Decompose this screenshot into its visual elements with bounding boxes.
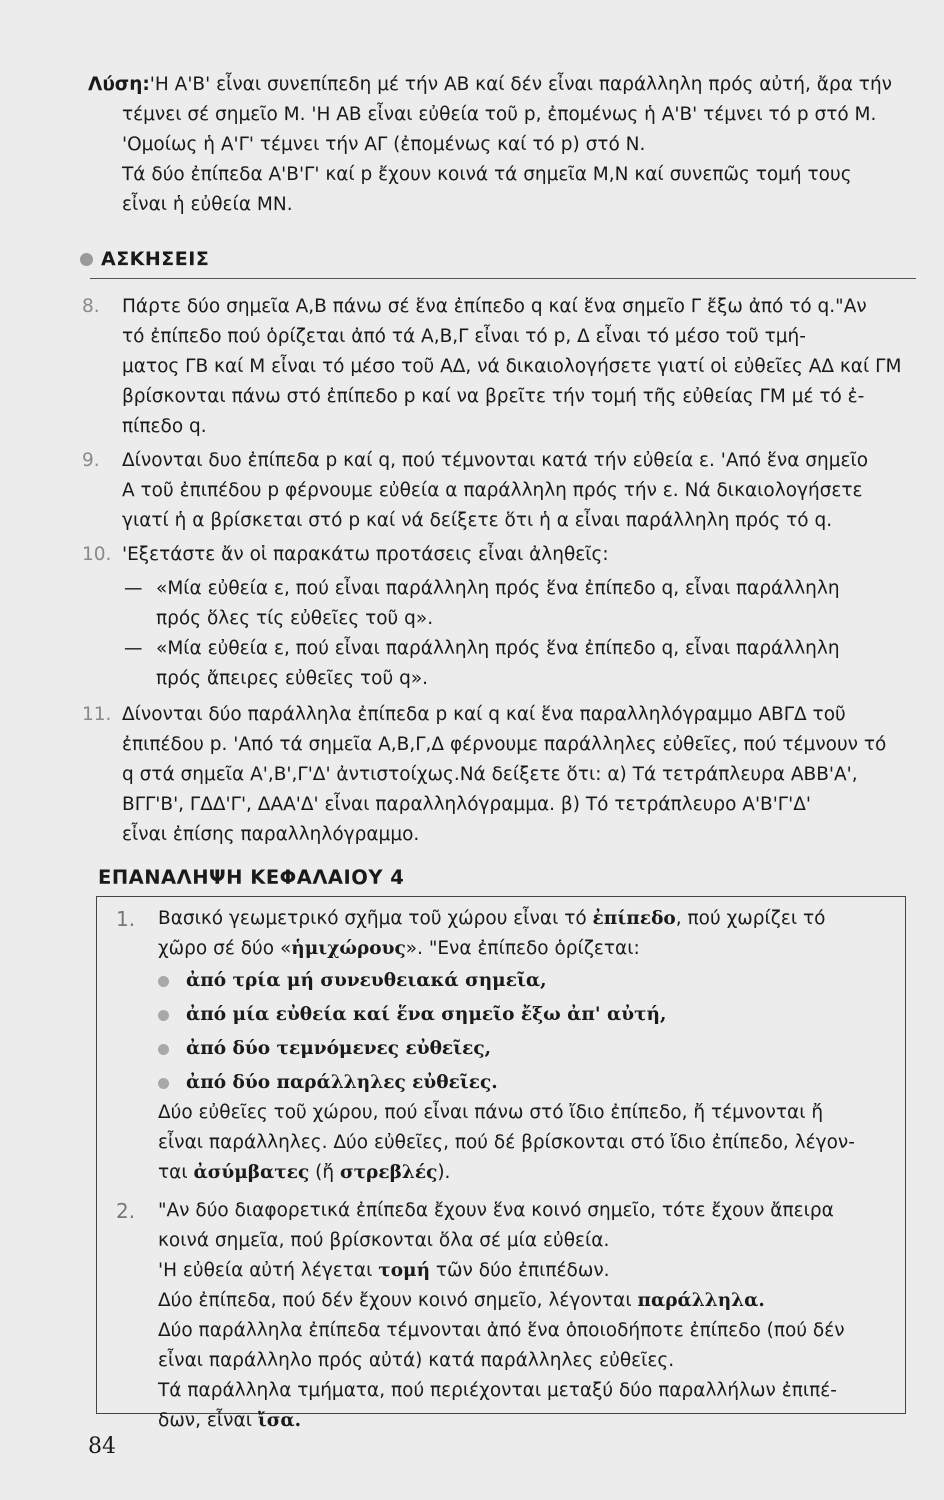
review-number: 1. bbox=[116, 907, 136, 931]
page-number: 84 bbox=[88, 1434, 116, 1459]
bullet-icon bbox=[158, 1044, 169, 1055]
section-divider bbox=[90, 278, 916, 279]
plane-definitions-list bbox=[112, 966, 892, 1098]
bullet-icon bbox=[80, 253, 93, 266]
solution-line: Λύση:'Η Α'Β' εἶναι συνεπίπεδη μέ τήν ΑΒ καί δέν εἶναι παράλληλη πρός αὐτή, ἄρα τήν bbox=[88, 74, 893, 95]
list-item: ἀπό τρία μή συνευθειακά σημεῖα, bbox=[158, 966, 892, 996]
review-title: ΕΠΑΝΑΛΗΨΗ ΚΕΦΑΛΑΙΟΥ 4 bbox=[98, 866, 405, 889]
exercise-number: 10. bbox=[82, 544, 112, 565]
exercise-number: 8. bbox=[82, 296, 100, 317]
review-content bbox=[112, 904, 892, 1436]
review-item-2: 2. "Αν δύο διαφορετικά ἐπίπεδα ἔχουν ἕνα κοινό σημεῖο, τότε ἔχουν ἄπειρα κοινά σημεῖα, πού βρίσκονται ὅλα σέ μία εὐθεία. 'Η εὐθεία αὐτή λέγεται τομή τῶν δύο ἐπιπέδων. Δύο ἐπίπεδα, πού δέν ἔχουν κοινό σημεῖο, λέγονται παράλληλα. Δύο παράλληλα ἐπίπεδα τέμνονται ἀπό ἕνα ὁποιοδήποτε ἐπίπεδο (πού δέν εἶναι παράλληλο πρός αὐτά) κατά παράλληλες εὐθεῖες. Τά παράλληλα τμήματα, πού περιέχονται μεταξύ δύο παραλλήλων ἐπιπέ- δων, εἶναι ἴσα. bbox=[112, 1196, 892, 1436]
solution-line: τέμνει σέ σημεῖο Μ. 'Η ΑΒ εἶναι εὐθεία τοῦ p, ἐπομένως ἡ Α'Β' τέμνει τό p στό Μ. bbox=[122, 104, 877, 125]
list-item: ἀπό μία εὐθεία καί ἕνα σημεῖο ἔξω ἀπ' αὐτή, bbox=[158, 1000, 892, 1030]
exercises-heading: ΑΣΚΗΣΕΙΣ bbox=[80, 248, 209, 270]
solution-label: Λύση: bbox=[88, 74, 150, 95]
dash-marker: — bbox=[124, 578, 143, 599]
list-item: ἀπό δύο παράλληλες εὐθεῖες. bbox=[158, 1068, 892, 1098]
exercise-11: 11. Δίνονται δύο παράλληλα ἐπίπεδα p καί q καί ἕνα παραλληλόγραμμο ΑΒΓΔ τοῦ ἐπιπέδου p. 'Από τά σημεῖα Α,Β,Γ,Δ φέρνουμε παράλληλες εὐθεῖες, πού τέμνουν τό q στά σημεῖα Α',Β',Γ'Δ' ἀντιστοίχως.Νά δείξετε ὅτι: α) Τά τετράπλευρα ΑΒΒ'Α', ΒΓΓ'Β', ΓΔΔ'Γ', ΔΑΑ'Δ' εἶναι παραλληλόγραμμα. β) Τό τετράπλευρο Α'Β'Γ'Δ' εἶναι ἐπίσης παραλληλόγραμμο. bbox=[88, 700, 918, 850]
solution-block bbox=[88, 70, 918, 220]
exercise-number: 9. bbox=[82, 450, 100, 471]
statement-2: — «Μία εὐθεία ε, πού εἶναι παράλληλη πρός ἕνα ἐπίπεδο q, εἶναι παράλληλη πρός ἄπειρες εὐθεῖες τοῦ q». bbox=[88, 634, 918, 694]
exercise-10: 10. 'Εξετάστε ἄν οἱ παρακάτω προτάσεις εἶναι ἀληθεῖς: bbox=[88, 540, 918, 570]
solution-line: εἶναι ἡ εὐθεία ΜΝ. bbox=[122, 194, 293, 215]
exercise-8: 8. Πάρτε δύο σημεῖα Α,Β πάνω σέ ἕνα ἐπίπεδο q καί ἕνα σημεῖο Γ ἔξω ἀπό τό q."Αν τό ἐπίπεδο πού ὁρίζεται ἀπό τά Α,Β,Γ εἶναι τό p, Δ εἶναι τό μέσο τοῦ τμή- ματος ΓΒ καί Μ εἶναι τό μέσο τοῦ ΑΔ, νά δικαιολογήσετε γιατί οἱ εὐθεῖες ΑΔ καί ΓΜ βρίσκονται πάνω στό ἐπίπεδο p καί να βρεῖτε τήν τομή τῆς εὐθείας ΓΜ μέ τό ἐ- πίπεδο q. bbox=[88, 292, 918, 442]
list-item: ἀπό δύο τεμνόμενες εὐθεῖες, bbox=[158, 1034, 892, 1064]
review-item-1-continued: Δύο εὐθεῖες τοῦ χώρου, πού εἶναι πάνω στό ἴδιο ἐπίπεδο, ἤ τέμνονται ἤ εἶναι παράλληλες. Δύο εὐθεῖες, πού δέ βρίσκονται στό ἴδιο ἐπίπεδο, λέγον- ται ἀσύμβατες (ἤ στρεβλές). bbox=[158, 1102, 855, 1183]
review-number: 2. bbox=[116, 1199, 136, 1223]
solution-line: Τά δύο ἐπίπεδα Α'Β'Γ' καί p ἔχουν κοινά τά σημεῖα Μ,Ν καί συνεπῶς τομή τους bbox=[122, 164, 852, 185]
exercise-number: 11. bbox=[82, 704, 112, 725]
solution-line: 'Ομοίως ἡ Α'Γ' τέμνει τήν ΑΓ (ἐπομένως καί τό p) στό Ν. bbox=[122, 134, 646, 155]
statement-1: — «Μία εὐθεία ε, πού εἶναι παράλληλη πρός ἕνα ἐπίπεδο q, εἶναι παράλληλη πρός ὅλες τίς εὐθεῖες τοῦ q». bbox=[88, 574, 918, 634]
bullet-icon bbox=[158, 976, 169, 987]
review-item-1: 1. Βασικό γεωμετρικό σχῆμα τοῦ χώρου εἶναι τό ἐπίπεδο, πού χωρίζει τό χῶρο σέ δύο «ἡμιχώρους». "Ενα ἐπίπεδο ὁρίζεται: bbox=[112, 904, 892, 964]
dash-marker: — bbox=[124, 638, 143, 659]
bullet-icon bbox=[158, 1010, 169, 1021]
exercise-9: 9. Δίνονται δυο ἐπίπεδα p καί q, πού τέμνονται κατά τήν εὐθεία ε. 'Από ἕνα σημεῖο Α τοῦ ἐπιπέδου p φέρνουμε εὐθεία α παράλληλη πρός τήν ε. Νά δικαιολογήσετε γιατί ἡ α βρίσκεται στό p καί νά δείξετε ὅτι ἡ α εἶναι παράλληλη πρός τό q. bbox=[88, 446, 918, 536]
exercises-list bbox=[82, 292, 918, 854]
bullet-icon bbox=[158, 1078, 169, 1089]
